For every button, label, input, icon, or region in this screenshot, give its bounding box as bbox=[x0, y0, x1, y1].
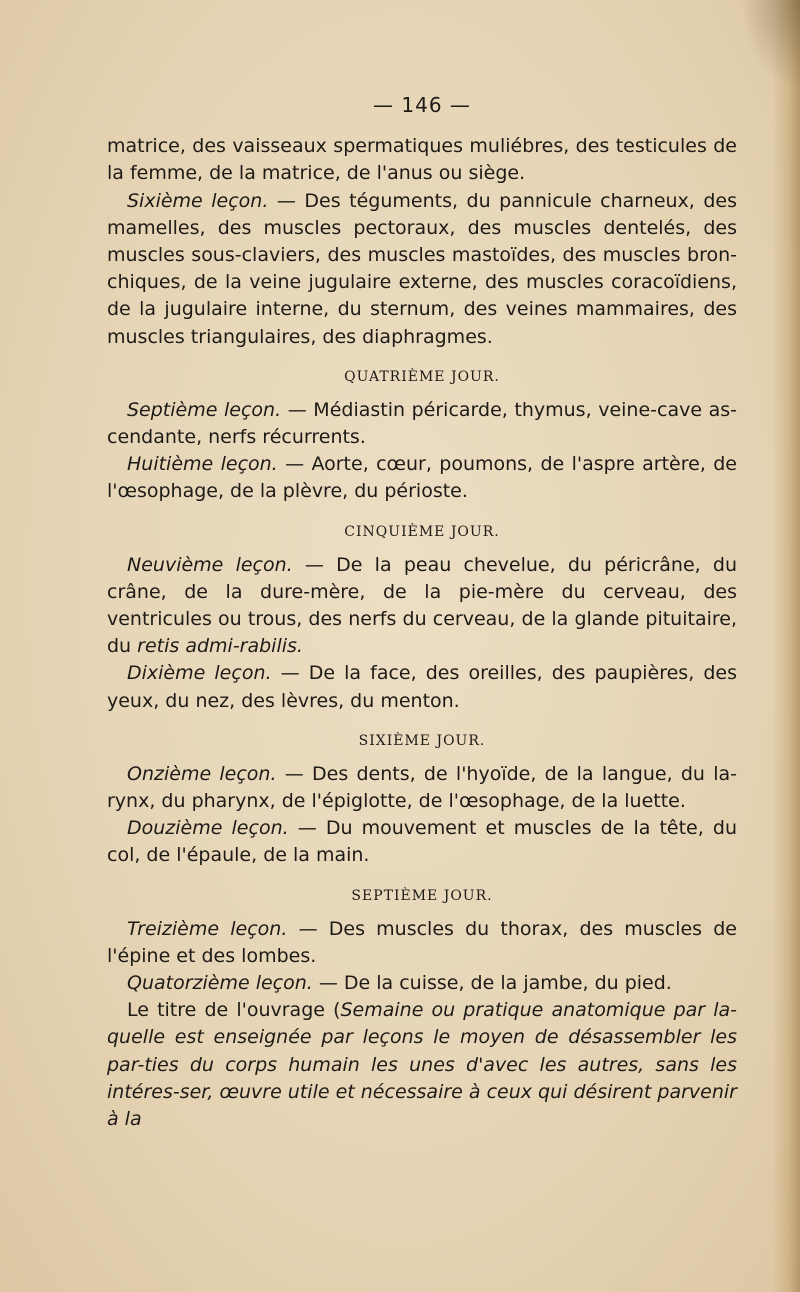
paragraph-lesson-14 bbox=[107, 970, 737, 997]
lesson-text: — Des dents, de l'hyoïde, de la langue, du la-rynx, du pharynx, de l'épiglotte, de l'œsophage, de la luette. bbox=[107, 762, 738, 813]
lesson-text: — Des muscles du thorax, des muscles de l'épine et des lombes. bbox=[107, 917, 737, 967]
lesson-text: — Aorte, cœur, poumons, de l'aspre artère, de l'œsophage, de la plèvre, du périoste. bbox=[107, 453, 737, 503]
lesson-text: — De la face, des oreilles, des paupières, des yeux, du nez, des lèvres, du menton. bbox=[107, 662, 737, 712]
paragraph-lesson-7 bbox=[107, 397, 737, 451]
lesson-text: — Des téguments, du pannicule charneux, des mamelles, des muscles pectoraux, des muscles dentelés, des muscles sous-claviers, des muscles mastoïdes, des muscles bron-chiques, de la veine jugulaire externe, des muscles coracoïdiens, de la jugulaire interne, du sternum, des veines mammaires, des muscles triangulaires, des diaphragmes. bbox=[107, 189, 737, 348]
page-number: — 146 — bbox=[373, 93, 471, 117]
latin-term: retis admi-rabilis. bbox=[137, 635, 303, 658]
intro-text: Le titre de l'ouvrage ( bbox=[127, 999, 341, 1022]
book-title: Semaine ou pratique anatomique par la-quelle est enseignée par leçons le moyen de désassembler les par-ties du corps humain les unes d'avec les autres, sans les intéres-ser, œuvre utile et nécessaire à ceux qui désirent parvenir à la bbox=[107, 999, 737, 1131]
lesson-text: — Médiastin péricarde, thymus, veine-cave as-cendante, nerfs récurrents. bbox=[107, 398, 737, 449]
page-edge-shadow bbox=[772, 0, 800, 1292]
day-heading-7: SEPTIÈME JOUR. bbox=[351, 887, 493, 904]
day-heading-6: SIXIÈME JOUR. bbox=[358, 732, 486, 749]
paragraph-lesson-12 bbox=[107, 815, 737, 869]
day-heading-5: CINQUIÈME JOUR. bbox=[344, 523, 500, 540]
lesson-title: Treizième leçon. bbox=[127, 917, 288, 940]
page-corner-stain bbox=[740, 0, 800, 90]
lesson-title: Huitième leçon. bbox=[127, 453, 278, 476]
paragraph-continuation: matrice, des vaisseaux spermatiques muliébres, des testicules de la femme, de la matrice, de l'anus ou siège. bbox=[107, 135, 737, 185]
day-heading-4: QUATRIÈME JOUR. bbox=[344, 368, 500, 385]
paragraph-lesson-10 bbox=[107, 660, 737, 714]
lesson-title: Onzième leçon. bbox=[127, 762, 277, 785]
lesson-text: — De la cuisse, de la jambe, du pied. bbox=[312, 972, 672, 995]
lesson-title: Dixième leçon. bbox=[127, 662, 272, 685]
lesson-title: Quatorzième leçon. bbox=[127, 972, 313, 995]
paragraph-lesson-9 bbox=[107, 552, 737, 661]
paragraph-book-title bbox=[107, 997, 737, 1133]
lesson-text: — Du mouvement et muscles de la tête, du col, de l'épaule, de la main. bbox=[107, 817, 737, 867]
paragraph-lesson-11 bbox=[107, 761, 737, 815]
page-text bbox=[107, 92, 737, 1133]
paragraph-lesson-6 bbox=[107, 188, 737, 351]
lesson-title: Septième leçon. bbox=[127, 398, 282, 421]
lesson-title: Neuvième leçon. bbox=[127, 553, 293, 576]
lesson-title: Sixième leçon. bbox=[127, 189, 269, 212]
paragraph-lesson-13 bbox=[107, 916, 737, 970]
lesson-text: — De la peau chevelue, du péricrâne, du crâne, de la dure-mère, de la pie-mère du cerveau, des ventricules ou trous, des nerfs du cerveau, de la glande pituitaire, du bbox=[107, 553, 738, 658]
lesson-title: Douzième leçon. bbox=[127, 817, 289, 840]
paragraph-lesson-8 bbox=[107, 451, 737, 505]
